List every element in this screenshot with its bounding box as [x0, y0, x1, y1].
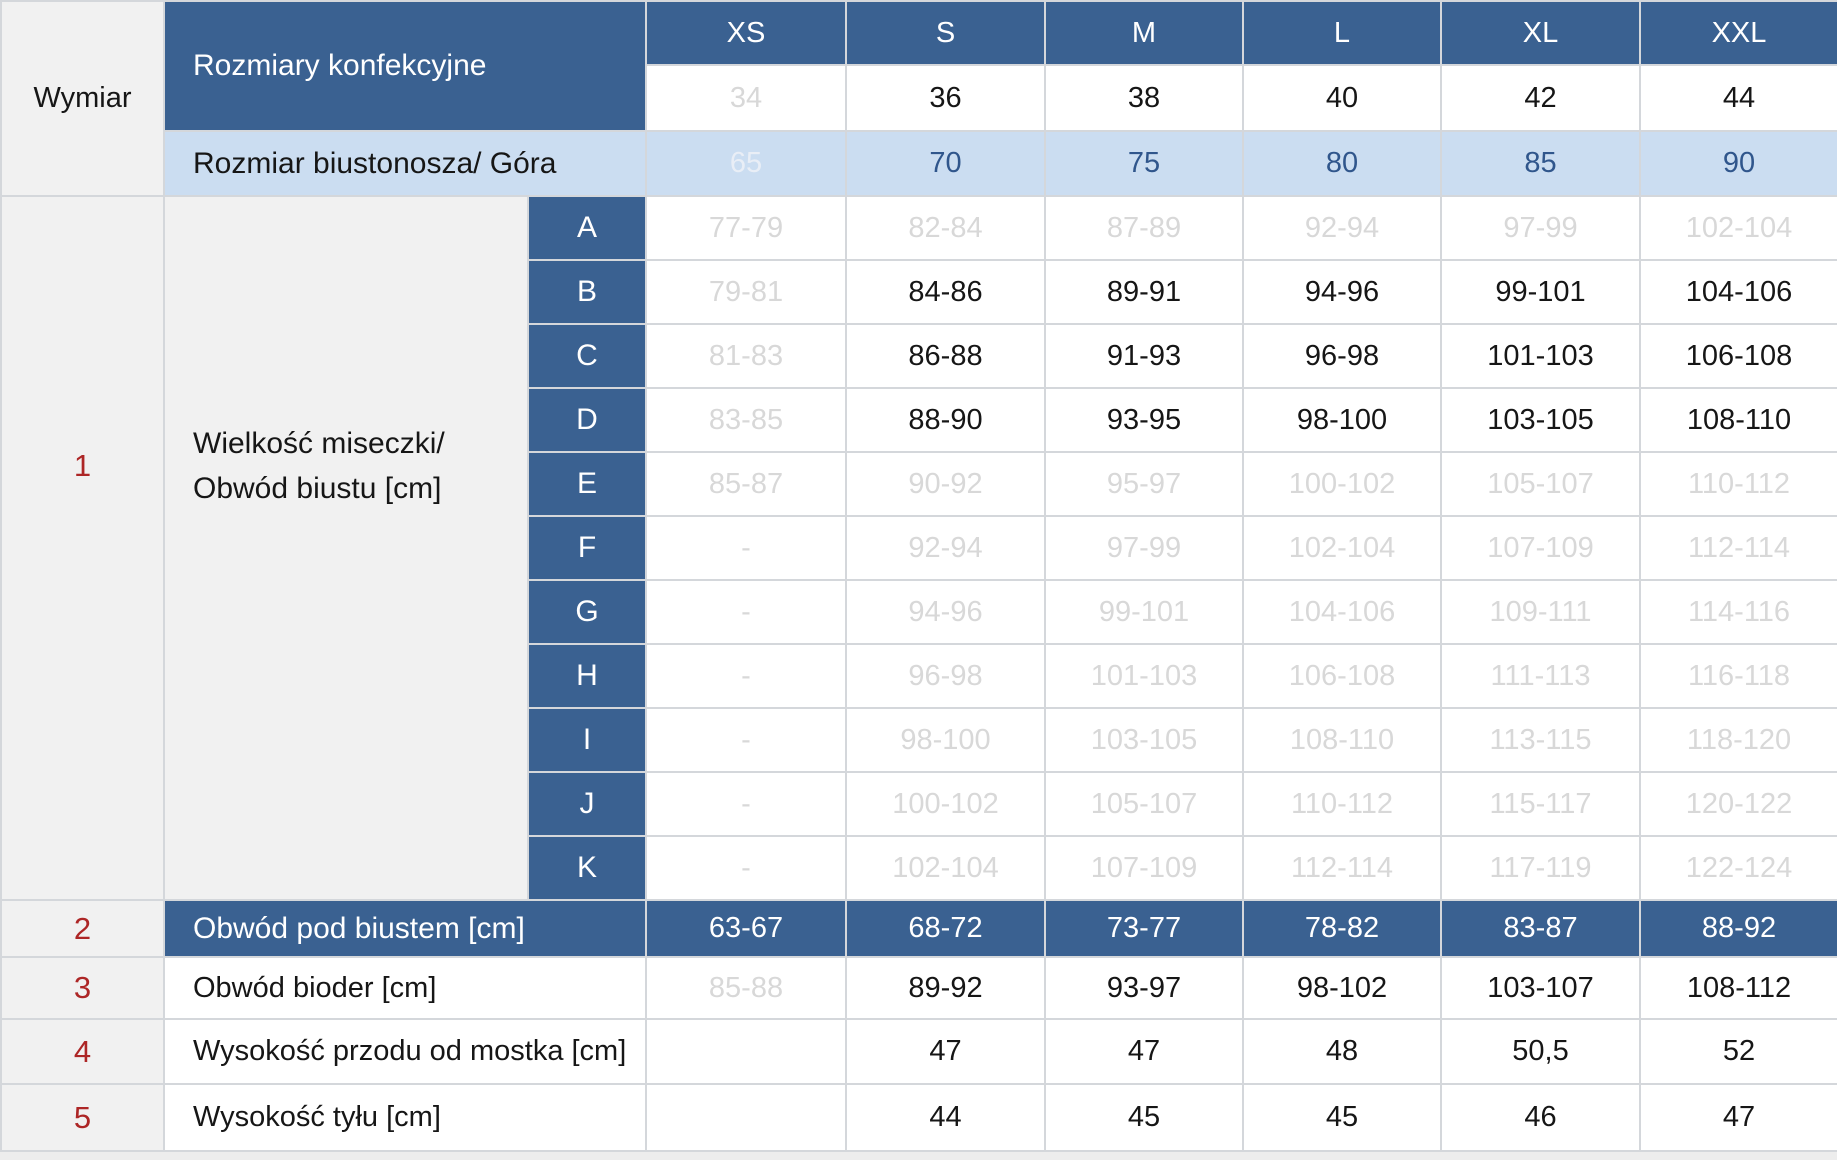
confection-size-value: 44 [1640, 65, 1837, 131]
cup-bust-value: - [646, 644, 846, 708]
cup-bust-value: 120-122 [1640, 772, 1837, 836]
table-row [1, 957, 1837, 1019]
cup-bust-value: 106-108 [1640, 324, 1837, 388]
size-column-header-m: M [1045, 1, 1243, 65]
cup-bust-value: 81-83 [646, 324, 846, 388]
cup-bust-value: 105-107 [1441, 452, 1640, 516]
bra-band-value: 90 [1640, 131, 1837, 196]
measurement-value: 88-92 [1640, 900, 1837, 957]
cup-bust-value: 92-94 [846, 516, 1045, 580]
cup-bust-value: 79-81 [646, 260, 846, 324]
measurement-value: 83-87 [1441, 900, 1640, 957]
cup-bust-value: 115-117 [1441, 772, 1640, 836]
measurement-value: 50,5 [1441, 1019, 1640, 1084]
cup-bust-value: 83-85 [646, 388, 846, 452]
cup-letter-d: D [528, 388, 646, 452]
cup-bust-value: 112-114 [1243, 836, 1441, 900]
cup-bust-value: 85-87 [646, 452, 846, 516]
table-row [1, 1084, 1837, 1151]
row-number-3: 3 [1, 957, 164, 1019]
measurement-value: 47 [1045, 1019, 1243, 1084]
cup-bust-value: 110-112 [1640, 452, 1837, 516]
cup-letter-f: F [528, 516, 646, 580]
cup-section-label [164, 196, 528, 900]
cup-letter-b: B [528, 260, 646, 324]
table-row [1, 900, 1837, 957]
row-number-4: 4 [1, 1019, 164, 1084]
cup-bust-value: 95-97 [1045, 452, 1243, 516]
cup-bust-value: 103-105 [1441, 388, 1640, 452]
cup-bust-value: 88-90 [846, 388, 1045, 452]
measurement-value: 47 [846, 1019, 1045, 1084]
measurement-value: 48 [1243, 1019, 1441, 1084]
cup-bust-value: 112-114 [1640, 516, 1837, 580]
cup-bust-value: 98-100 [1243, 388, 1441, 452]
cup-bust-value: 100-102 [846, 772, 1045, 836]
cup-bust-value: 107-109 [1441, 516, 1640, 580]
cup-bust-value: 99-101 [1441, 260, 1640, 324]
cup-bust-value: - [646, 836, 846, 900]
measurement-value: 89-92 [846, 957, 1045, 1019]
cup-bust-value: 86-88 [846, 324, 1045, 388]
measurement-row-label: Obwód pod biustem [cm] [164, 900, 646, 957]
cup-bust-value: 84-86 [846, 260, 1045, 324]
cup-bust-value: 110-112 [1243, 772, 1441, 836]
cup-bust-value: 96-98 [846, 644, 1045, 708]
cup-letter-k: K [528, 836, 646, 900]
measurement-row-label: Wysokość przodu od mostka [cm] [164, 1019, 646, 1084]
cup-bust-value: 101-103 [1045, 644, 1243, 708]
measurement-value: 46 [1441, 1084, 1640, 1151]
confection-size-value: 34 [646, 65, 846, 131]
measurement-value: 68-72 [846, 900, 1045, 957]
measurement-value [646, 1084, 846, 1151]
size-column-header-l: L [1243, 1, 1441, 65]
bra-band-value: 65 [646, 131, 846, 196]
cup-bust-value: 93-95 [1045, 388, 1243, 452]
bra-band-value: 75 [1045, 131, 1243, 196]
cup-bust-value: 102-104 [1243, 516, 1441, 580]
measurement-value: 63-67 [646, 900, 846, 957]
confection-size-value: 40 [1243, 65, 1441, 131]
size-column-header-s: S [846, 1, 1045, 65]
cup-bust-value: 94-96 [846, 580, 1045, 644]
table-row [1, 1, 1837, 65]
cup-bust-value: 102-104 [1640, 196, 1837, 260]
cup-bust-value: 90-92 [846, 452, 1045, 516]
measurement-row-label: Wysokość tyłu [cm] [164, 1084, 646, 1151]
cup-letter-h: H [528, 644, 646, 708]
cup-bust-value: - [646, 580, 846, 644]
cup-section-number: 1 [1, 196, 164, 900]
table-row [1, 1019, 1837, 1084]
measurement-value: 73-77 [1045, 900, 1243, 957]
measurement-value: 47 [1640, 1084, 1837, 1151]
cup-bust-value: 99-101 [1045, 580, 1243, 644]
cup-bust-value: 118-120 [1640, 708, 1837, 772]
cup-bust-value: 104-106 [1640, 260, 1837, 324]
cup-bust-value: 108-110 [1243, 708, 1441, 772]
cup-bust-value: 87-89 [1045, 196, 1243, 260]
confection-size-value: 38 [1045, 65, 1243, 131]
table-row [1, 131, 1837, 196]
cup-letter-a: A [528, 196, 646, 260]
cup-bust-value: 100-102 [1243, 452, 1441, 516]
size-column-header-xs: XS [646, 1, 846, 65]
confection-size-value: 36 [846, 65, 1045, 131]
cup-bust-value: 105-107 [1045, 772, 1243, 836]
cup-bust-value: 117-119 [1441, 836, 1640, 900]
cup-bust-value: 113-115 [1441, 708, 1640, 772]
measurement-value: 108-112 [1640, 957, 1837, 1019]
cup-bust-value: - [646, 708, 846, 772]
cup-section-label-line: Wielkość miseczki/ [193, 426, 445, 460]
cup-bust-value: 109-111 [1441, 580, 1640, 644]
bra-band-value: 70 [846, 131, 1045, 196]
cup-bust-value: - [646, 516, 846, 580]
cup-bust-value: 94-96 [1243, 260, 1441, 324]
measurement-row-label: Obwód bioder [cm] [164, 957, 646, 1019]
cup-bust-value: - [646, 772, 846, 836]
cup-bust-value: 104-106 [1243, 580, 1441, 644]
cup-letter-e: E [528, 452, 646, 516]
cup-bust-value: 102-104 [846, 836, 1045, 900]
cup-bust-value: 97-99 [1045, 516, 1243, 580]
row-number-5: 5 [1, 1084, 164, 1151]
cup-bust-value: 91-93 [1045, 324, 1243, 388]
bra-band-value: 80 [1243, 131, 1441, 196]
measurement-value: 103-107 [1441, 957, 1640, 1019]
cup-letter-g: G [528, 580, 646, 644]
cup-bust-value: 96-98 [1243, 324, 1441, 388]
bra-band-label: Rozmiar biustonosza/ Góra [164, 131, 646, 196]
cup-bust-value: 101-103 [1441, 324, 1640, 388]
cup-letter-i: I [528, 708, 646, 772]
cup-bust-value: 108-110 [1640, 388, 1837, 452]
row-number-2: 2 [1, 900, 164, 957]
measurement-value: 85-88 [646, 957, 846, 1019]
bra-band-value: 85 [1441, 131, 1640, 196]
cup-section-label-line: Obwód biustu [cm] [193, 471, 442, 505]
cup-bust-value: 114-116 [1640, 580, 1837, 644]
cup-letter-j: J [528, 772, 646, 836]
table-row [1, 196, 1837, 260]
measurement-value: 93-97 [1045, 957, 1243, 1019]
size-column-header-xxl: XXL [1640, 1, 1837, 65]
cup-bust-value: 103-105 [1045, 708, 1243, 772]
cup-bust-value: 106-108 [1243, 644, 1441, 708]
measurement-value: 45 [1243, 1084, 1441, 1151]
measurement-value: 44 [846, 1084, 1045, 1151]
cup-bust-value: 107-109 [1045, 836, 1243, 900]
cup-bust-value: 116-118 [1640, 644, 1837, 708]
measurement-value: 45 [1045, 1084, 1243, 1151]
cup-bust-value: 77-79 [646, 196, 846, 260]
cup-bust-value: 89-91 [1045, 260, 1243, 324]
cup-bust-value: 82-84 [846, 196, 1045, 260]
measurement-value [646, 1019, 846, 1084]
cup-bust-value: 97-99 [1441, 196, 1640, 260]
cup-bust-value: 122-124 [1640, 836, 1837, 900]
measurement-value: 78-82 [1243, 900, 1441, 957]
cup-bust-value: 111-113 [1441, 644, 1640, 708]
cup-bust-value: 92-94 [1243, 196, 1441, 260]
confection-size-value: 42 [1441, 65, 1640, 131]
confection-sizes-label: Rozmiary konfekcyjne [164, 1, 646, 131]
size-column-header-xl: XL [1441, 1, 1640, 65]
cup-letter-c: C [528, 324, 646, 388]
measurement-value: 52 [1640, 1019, 1837, 1084]
measurement-value: 98-102 [1243, 957, 1441, 1019]
dimension-corner-label: Wymiar [1, 1, 164, 196]
cup-bust-value: 98-100 [846, 708, 1045, 772]
